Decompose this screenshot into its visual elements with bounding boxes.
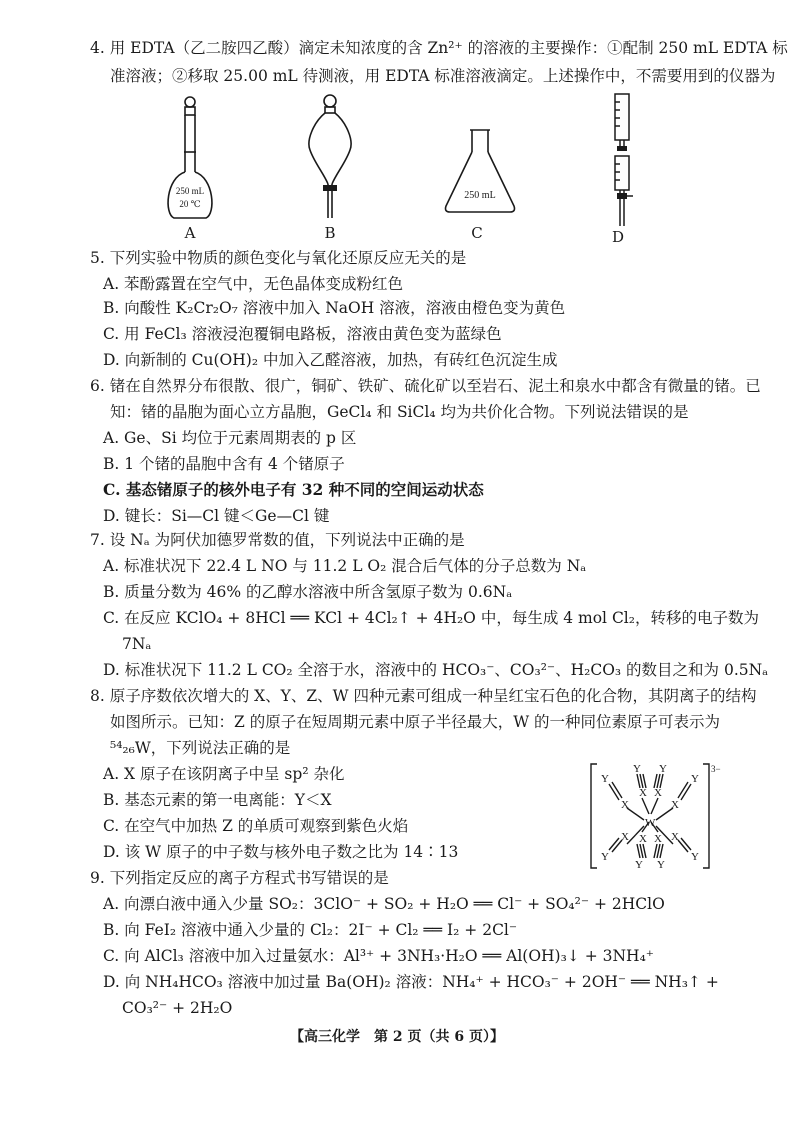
q7-option-c-line1: C. 在反应 KClO₄ + 8HCl ══ KCl + 4Cl₂↑ + 4H₂O 中，每生成 4 mol Cl₂，转移的电子数为: [103, 609, 759, 627]
option-label-b: B: [324, 224, 336, 242]
q5-option-d: D. 向新制的 Cu(OH)₂ 中加入乙醛溶液，加热，有砖红色沉淀生成: [103, 351, 558, 369]
q9-option-d-line2: CO₃²⁻ + 2H₂O: [122, 999, 233, 1017]
separatory-funnel-illustration: [300, 92, 360, 220]
q8-option-c: C. 在空气中加热 Z 的单质可观察到紫色火焰: [103, 817, 409, 835]
option-label-c: C: [471, 224, 483, 242]
atom-x-5: X: [639, 833, 647, 845]
conical-flask-illustration: [440, 128, 520, 214]
q9-option-a: A. 向漂白液中通入少量 SO₂：3ClO⁻ + SO₂ + H₂O ══ Cl⁻ + SO₄²⁻ + 2HClO: [103, 895, 665, 913]
q8-option-b: B. 基态元素的第一电离能：Y＜X: [103, 791, 332, 809]
q6-option-c: C. 基态锗原子的核外电子有 32 种不同的空间运动状态: [103, 480, 484, 499]
page-footer: 【高三化学 第 2 页（共 6 页）】: [290, 1029, 504, 1045]
q9-option-c: C. 向 AlCl₃ 溶液中加入过量氨水：Al³⁺ + 3NH₃·H₂O ══ Al(OH)₃↓ + 3NH₄⁺: [103, 947, 654, 965]
q5-option-c: C. 用 FeCl₃ 溶液浸泡覆铜电路板，溶液由黄色变为蓝绿色: [103, 325, 502, 343]
atom-x-8: X: [671, 831, 679, 843]
q6-option-b: B. 1 个锗的晶胞中含有 4 个锗原子: [103, 455, 345, 473]
q6-option-a: A. Ge、Si 均位于元素周期表的 p 区: [103, 429, 357, 447]
atom-x-1: X: [639, 787, 647, 799]
flask-capacity-label: 250 mL: [175, 186, 205, 196]
q8-stem-line3: ⁵⁴₂₆W，下列说法正确的是: [110, 739, 291, 757]
atom-x-2: X: [654, 787, 662, 799]
q4-stem-line2: 准溶液；②移取 25.00 mL 待测液，用 EDTA 标准溶液滴定。上述操作中，不需要用到的仪器为: [110, 67, 776, 85]
q9-option-b: B. 向 FeI₂ 溶液中通入少量的 Cl₂：2I⁻ + Cl₂ ══ I₂ + 2Cl⁻: [103, 921, 518, 939]
conical-capacity-label: 250 mL: [464, 190, 496, 201]
q5-option-a: A. 苯酚露置在空气中，无色晶体变成粉红色: [103, 275, 404, 293]
atom-y-6: Y: [657, 859, 665, 871]
q6-stem-line1: 6. 锗在自然界分布很散、很广，铜矿、铁矿、硫化矿以至岩石、泥土和泉水中都含有微量的锗。已: [90, 377, 761, 395]
atom-y-4: Y: [691, 773, 699, 785]
q7-option-c-line2: 7Nₐ: [122, 635, 152, 653]
atom-x-7: X: [621, 831, 629, 843]
q7-option-b: B. 质量分数为 46% 的乙醇水溶液中所含氢原子数为 0.6Nₐ: [103, 583, 513, 601]
q7-option-a: A. 标准状况下 22.4 L NO 与 11.2 L O₂ 混合后气体的分子总数为 Nₐ: [103, 557, 587, 575]
q8-option-d: D. 该 W 原子的中子数与核外电子数之比为 14∶13: [103, 843, 459, 861]
center-atom-w: W: [645, 817, 656, 829]
volumetric-flask-illustration: [160, 94, 220, 222]
atom-y-1: Y: [633, 763, 641, 775]
atom-y-8: Y: [691, 851, 699, 863]
atom-y-2: Y: [659, 763, 667, 775]
q9-stem: 9. 下列指定反应的离子方程式书写错误的是: [90, 869, 389, 887]
burets-illustration: [605, 92, 639, 230]
atom-y-7: Y: [601, 851, 609, 863]
q4-stem-line1: 4. 用 EDTA（乙二胺四乙酸）滴定未知浓度的含 Zn²⁺ 的溶液的主要操作：①配制 250 mL EDTA 标: [90, 39, 788, 57]
anion-structure-diagram: [585, 760, 727, 872]
anion-charge: 3−: [711, 764, 721, 774]
q8-stem-line2: 如图所示。已知：Z 的原子在短周期元素中原子半径最大，W 的一种同位素原子可表示为: [110, 713, 721, 731]
atom-x-4: X: [671, 799, 679, 811]
atom-y-5: Y: [635, 859, 643, 871]
q8-option-a: A. X 原子在该阴离子中呈 sp² 杂化: [103, 765, 345, 783]
q6-stem-line2: 知：锗的晶胞为面心立方晶胞，GeCl₄ 和 SiCl₄ 均为共价化合物。下列说法错误的是: [110, 403, 689, 421]
option-label-d: D: [611, 228, 625, 246]
atom-y-3: Y: [601, 773, 609, 785]
q8-stem-line1: 8. 原子序数依次增大的 X、Y、Z、W 四种元素可组成一种呈红宝石色的化合物，其阴离子的结构: [90, 687, 757, 705]
q9-option-d-line1: D. 向 NH₄HCO₃ 溶液中加过量 Ba(OH)₂ 溶液：NH₄⁺ + HCO₃⁻ + 2OH⁻ ══ NH₃↑ +: [103, 973, 719, 991]
q7-stem: 7. 设 Nₐ 为阿伏加德罗常数的值，下列说法中正确的是: [90, 531, 465, 549]
q7-option-d: D. 标准状况下 11.2 L CO₂ 全溶于水，溶液中的 HCO₃⁻、CO₃²⁻、H₂CO₃ 的数目之和为 0.5Nₐ: [103, 661, 769, 679]
flask-temperature-label: 20 ℃: [179, 199, 201, 209]
q5-stem: 5. 下列实验中物质的颜色变化与氧化还原反应无关的是: [90, 249, 467, 267]
atom-x-3: X: [621, 799, 629, 811]
option-label-a: A: [184, 224, 196, 242]
q6-option-d: D. 键长：Si—Cl 键＜Ge—Cl 键: [103, 507, 330, 525]
q5-option-b: B. 向酸性 K₂Cr₂O₇ 溶液中加入 NaOH 溶液，溶液由橙色变为黄色: [103, 299, 566, 317]
atom-x-6: X: [654, 833, 662, 845]
